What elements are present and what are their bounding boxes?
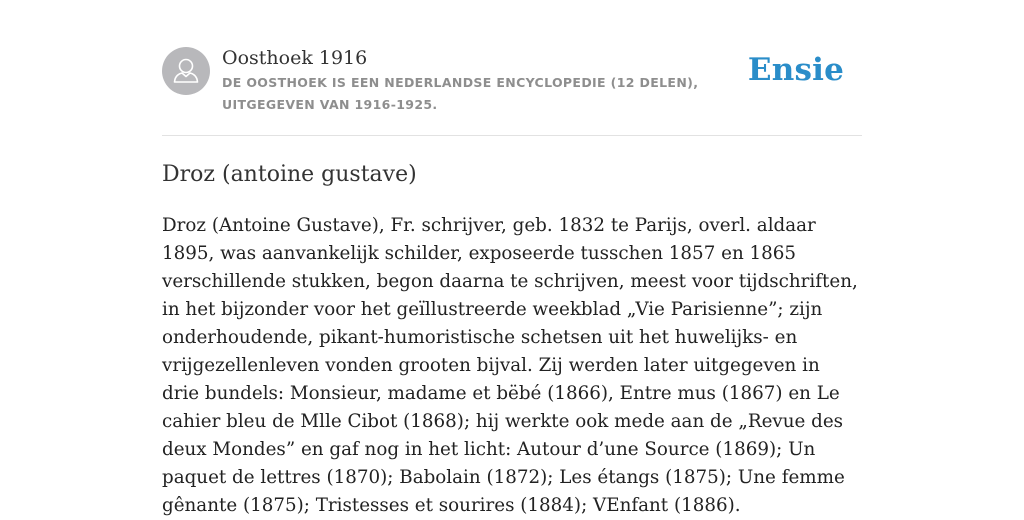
user-icon <box>162 47 210 95</box>
entry-body: Droz (Antoine Gustave), Fr. schrijver, geb. 1832 te Parijs, overl. aldaar 1895, was aanvankelijk schilder, exposeerde tusschen 1857 en 1865 verschillende stukken, begon daarna te schrijven, meest voor tijdschriften, in het bijzonder voor het geïllustreerde weekblad „Vie Parisienne”; zijn onderhoudende, pikant-humoristische schetsen uit het huwelijks- en vrijgezellenleven vonden grooten bijval. Zij werden later uitgegeven in drie bundels: Monsieur, madame et bëbé (1866), Entre mus (1867) en Le cahier bleu de Mlle Cibot (1868); hij werkte ook mede aan de „Revue des deux Mondes” en gaf nog in het licht: Autour d’une Source (1869); Un paquet de lettres (1870); Babolain (1872); Les étangs (1875); Une femme gênante (1875); Tristesses et sourires (1884); VEnfant (1886). <box>162 215 858 516</box>
source-title[interactable]: Oosthoek 1916 <box>222 47 368 69</box>
divider <box>162 135 862 136</box>
entry-title: Droz (antoine gustave) <box>162 162 417 187</box>
source-header <box>162 46 862 116</box>
avatar[interactable] <box>162 47 210 95</box>
source-description: DE OOSTHOEK IS EEN NEDERLANDSE ENCYCLOPEDIE (12 DELEN), UITGEGEVEN VAN 1916-1925. <box>222 75 699 112</box>
brand-logo[interactable]: Ensie <box>747 52 844 88</box>
